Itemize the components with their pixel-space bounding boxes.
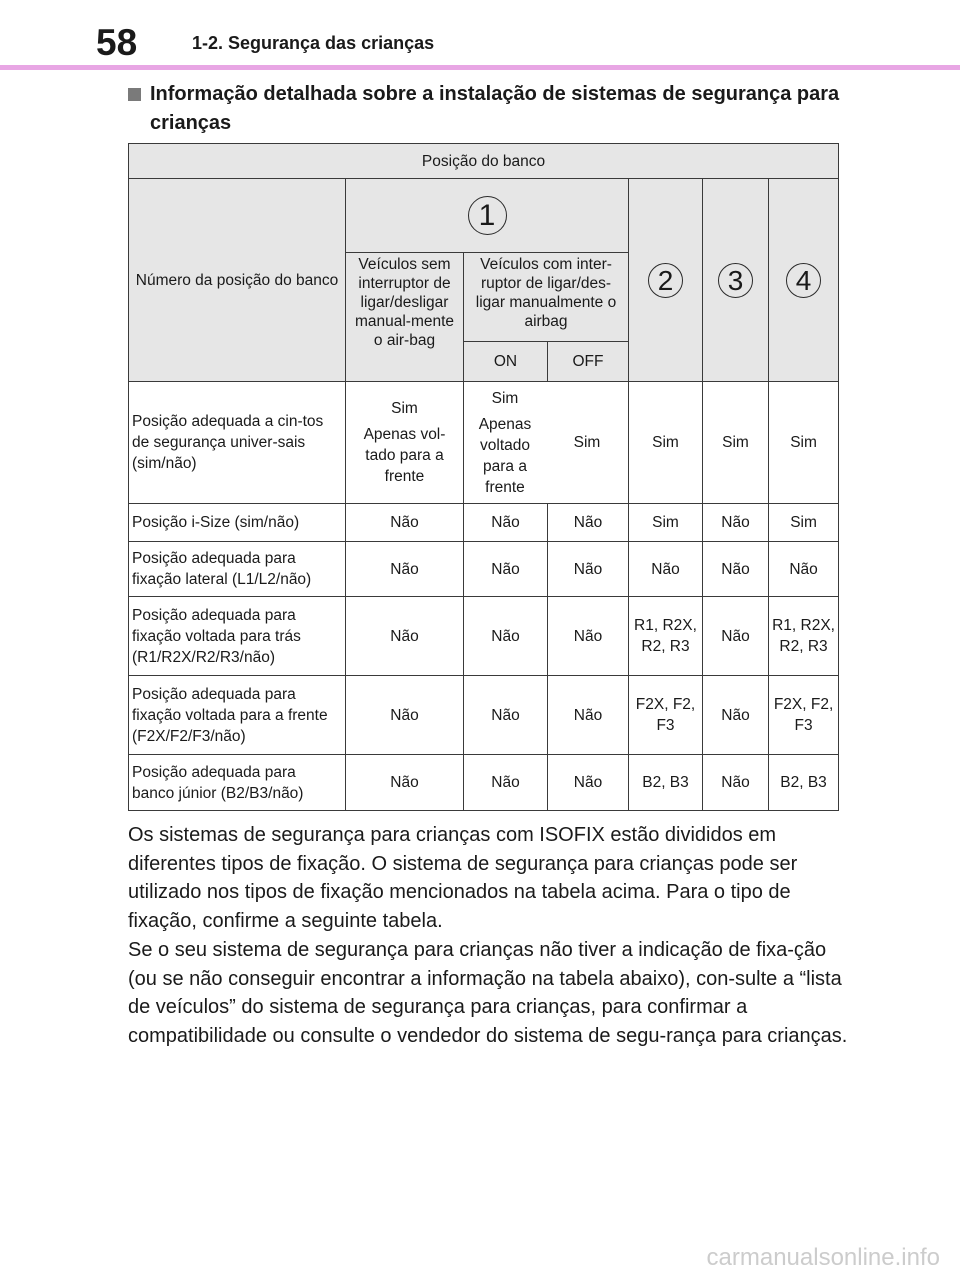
table-cell: Não bbox=[464, 504, 548, 542]
table-cell: Não bbox=[464, 755, 548, 811]
table-cell: R1, R2X, R2, R3 bbox=[629, 597, 703, 676]
table-cell: Não bbox=[346, 504, 464, 542]
off-header: OFF bbox=[548, 342, 629, 382]
row-label: Posição adequada para fixação voltada para trás (R1/R2X/R2/R3/não) bbox=[129, 597, 346, 676]
paragraph: Se o seu sistema de segurança para crianças não tiver a indicação de fixa-ção (ou se não conseguir encontrar a informação na tabela abaixo), con-sulte a “lista de veículos” do sistema de segurança para crianças, para confirmar a compatibilidade ou consulte o vendedor do sistema de segu-rança para crianças. bbox=[128, 938, 848, 1047]
on-header: ON bbox=[464, 342, 548, 382]
position-2-marker: 2 bbox=[648, 263, 683, 298]
table-cell: B2, B3 bbox=[769, 755, 839, 811]
table-cell-line: Sim bbox=[491, 389, 519, 407]
table-cell: Não bbox=[703, 597, 769, 676]
table-row bbox=[129, 542, 839, 597]
seat-position-table bbox=[128, 143, 839, 811]
position-4-header bbox=[769, 179, 839, 382]
position-4-marker: 4 bbox=[786, 263, 821, 298]
table-cell bbox=[346, 382, 464, 504]
table-cell: Não bbox=[464, 597, 548, 676]
table-cell: Não bbox=[769, 542, 839, 597]
position-2-header bbox=[629, 179, 703, 382]
table-cell bbox=[464, 382, 629, 504]
table-cell: Não bbox=[464, 542, 548, 597]
table-cell: Não bbox=[346, 542, 464, 597]
table-cell: B2, B3 bbox=[629, 755, 703, 811]
table-cell: Não bbox=[548, 597, 629, 676]
position-1-marker: 1 bbox=[468, 196, 507, 235]
section-title: 1-2. Segurança das crianças bbox=[192, 33, 435, 53]
table-cell: Não bbox=[346, 755, 464, 811]
body-text bbox=[128, 821, 848, 1051]
table-cell: Sim bbox=[769, 382, 839, 504]
table-cell: Não bbox=[548, 676, 629, 755]
table-cell: Sim bbox=[629, 504, 703, 542]
table-cell-line: Apenas voltado para a frente bbox=[478, 415, 532, 496]
table-cell: F2X, F2, F3 bbox=[769, 676, 839, 755]
table-cell: F2X, F2, F3 bbox=[629, 676, 703, 755]
watermark: carmanualsonline.info bbox=[706, 1244, 940, 1271]
table-cell: Não bbox=[346, 597, 464, 676]
row-label: Posição i-Size (sim/não) bbox=[129, 504, 346, 542]
row-label: Posição adequada para fixação lateral (L1/L2/não) bbox=[129, 542, 346, 597]
table-cell-value: Sim bbox=[573, 434, 601, 451]
row-label: Posição adequada para fixação voltada para a frente (F2X/F2/F3/não) bbox=[129, 676, 346, 755]
no-airbag-switch-header: Veículos sem interruptor de ligar/desligar manual-mente o air-bag bbox=[346, 253, 464, 382]
position-1-header bbox=[346, 179, 629, 253]
table-cell: Não bbox=[548, 542, 629, 597]
airbag-switch-header: Veículos com inter-ruptor de ligar/des-ligar manualmente o airbag bbox=[464, 253, 629, 342]
page-header bbox=[0, 0, 960, 70]
table-cell: Não bbox=[703, 504, 769, 542]
row-header-label: Número da posição do banco bbox=[129, 179, 346, 382]
section-heading-text: Informação detalhada sobre a instalação de sistemas de segurança para crianças bbox=[150, 83, 840, 134]
position-3-marker: 3 bbox=[718, 263, 753, 298]
table-cell-line: Sim bbox=[391, 400, 418, 417]
section-heading bbox=[128, 80, 848, 138]
seat-position-header: Posição do banco bbox=[129, 144, 839, 179]
paragraph: Os sistemas de segurança para crianças com ISOFIX estão divididos em diferentes tipos de fixação. O sistema de segurança para crianças pode ser utilizado nos tipos de fixação mencionados na tabela acima. Para o tipo de fixação, confirme a seguinte tabela. bbox=[128, 824, 798, 933]
table-cell: Não bbox=[346, 676, 464, 755]
table-cell: Não bbox=[703, 755, 769, 811]
square-bullet-icon bbox=[128, 88, 141, 101]
table-row bbox=[129, 597, 839, 676]
table-cell: Não bbox=[464, 676, 548, 755]
table-cell: R1, R2X, R2, R3 bbox=[769, 597, 839, 676]
position-3-header bbox=[703, 179, 769, 382]
table-cell: Sim bbox=[629, 382, 703, 504]
table-cell: Não bbox=[703, 542, 769, 597]
row-label: Posição adequada para banco júnior (B2/B3/não) bbox=[129, 755, 346, 811]
table-cell: Não bbox=[629, 542, 703, 597]
table-cell: Sim bbox=[769, 504, 839, 542]
table-cell: Não bbox=[703, 676, 769, 755]
table-row bbox=[129, 504, 839, 542]
page-number: 58 bbox=[96, 22, 138, 63]
table-row bbox=[129, 676, 839, 755]
universal-belt-label: Posição adequada a cin-tos de segurança univer-sais (sim/não) bbox=[129, 382, 346, 504]
table-row bbox=[129, 755, 839, 811]
table-cell: Não bbox=[548, 755, 629, 811]
table-cell: Sim bbox=[703, 382, 769, 504]
table-cell: Não bbox=[548, 504, 629, 542]
header-divider bbox=[0, 65, 960, 70]
table-cell-line: Apenas vol-tado para a frente bbox=[363, 426, 446, 485]
